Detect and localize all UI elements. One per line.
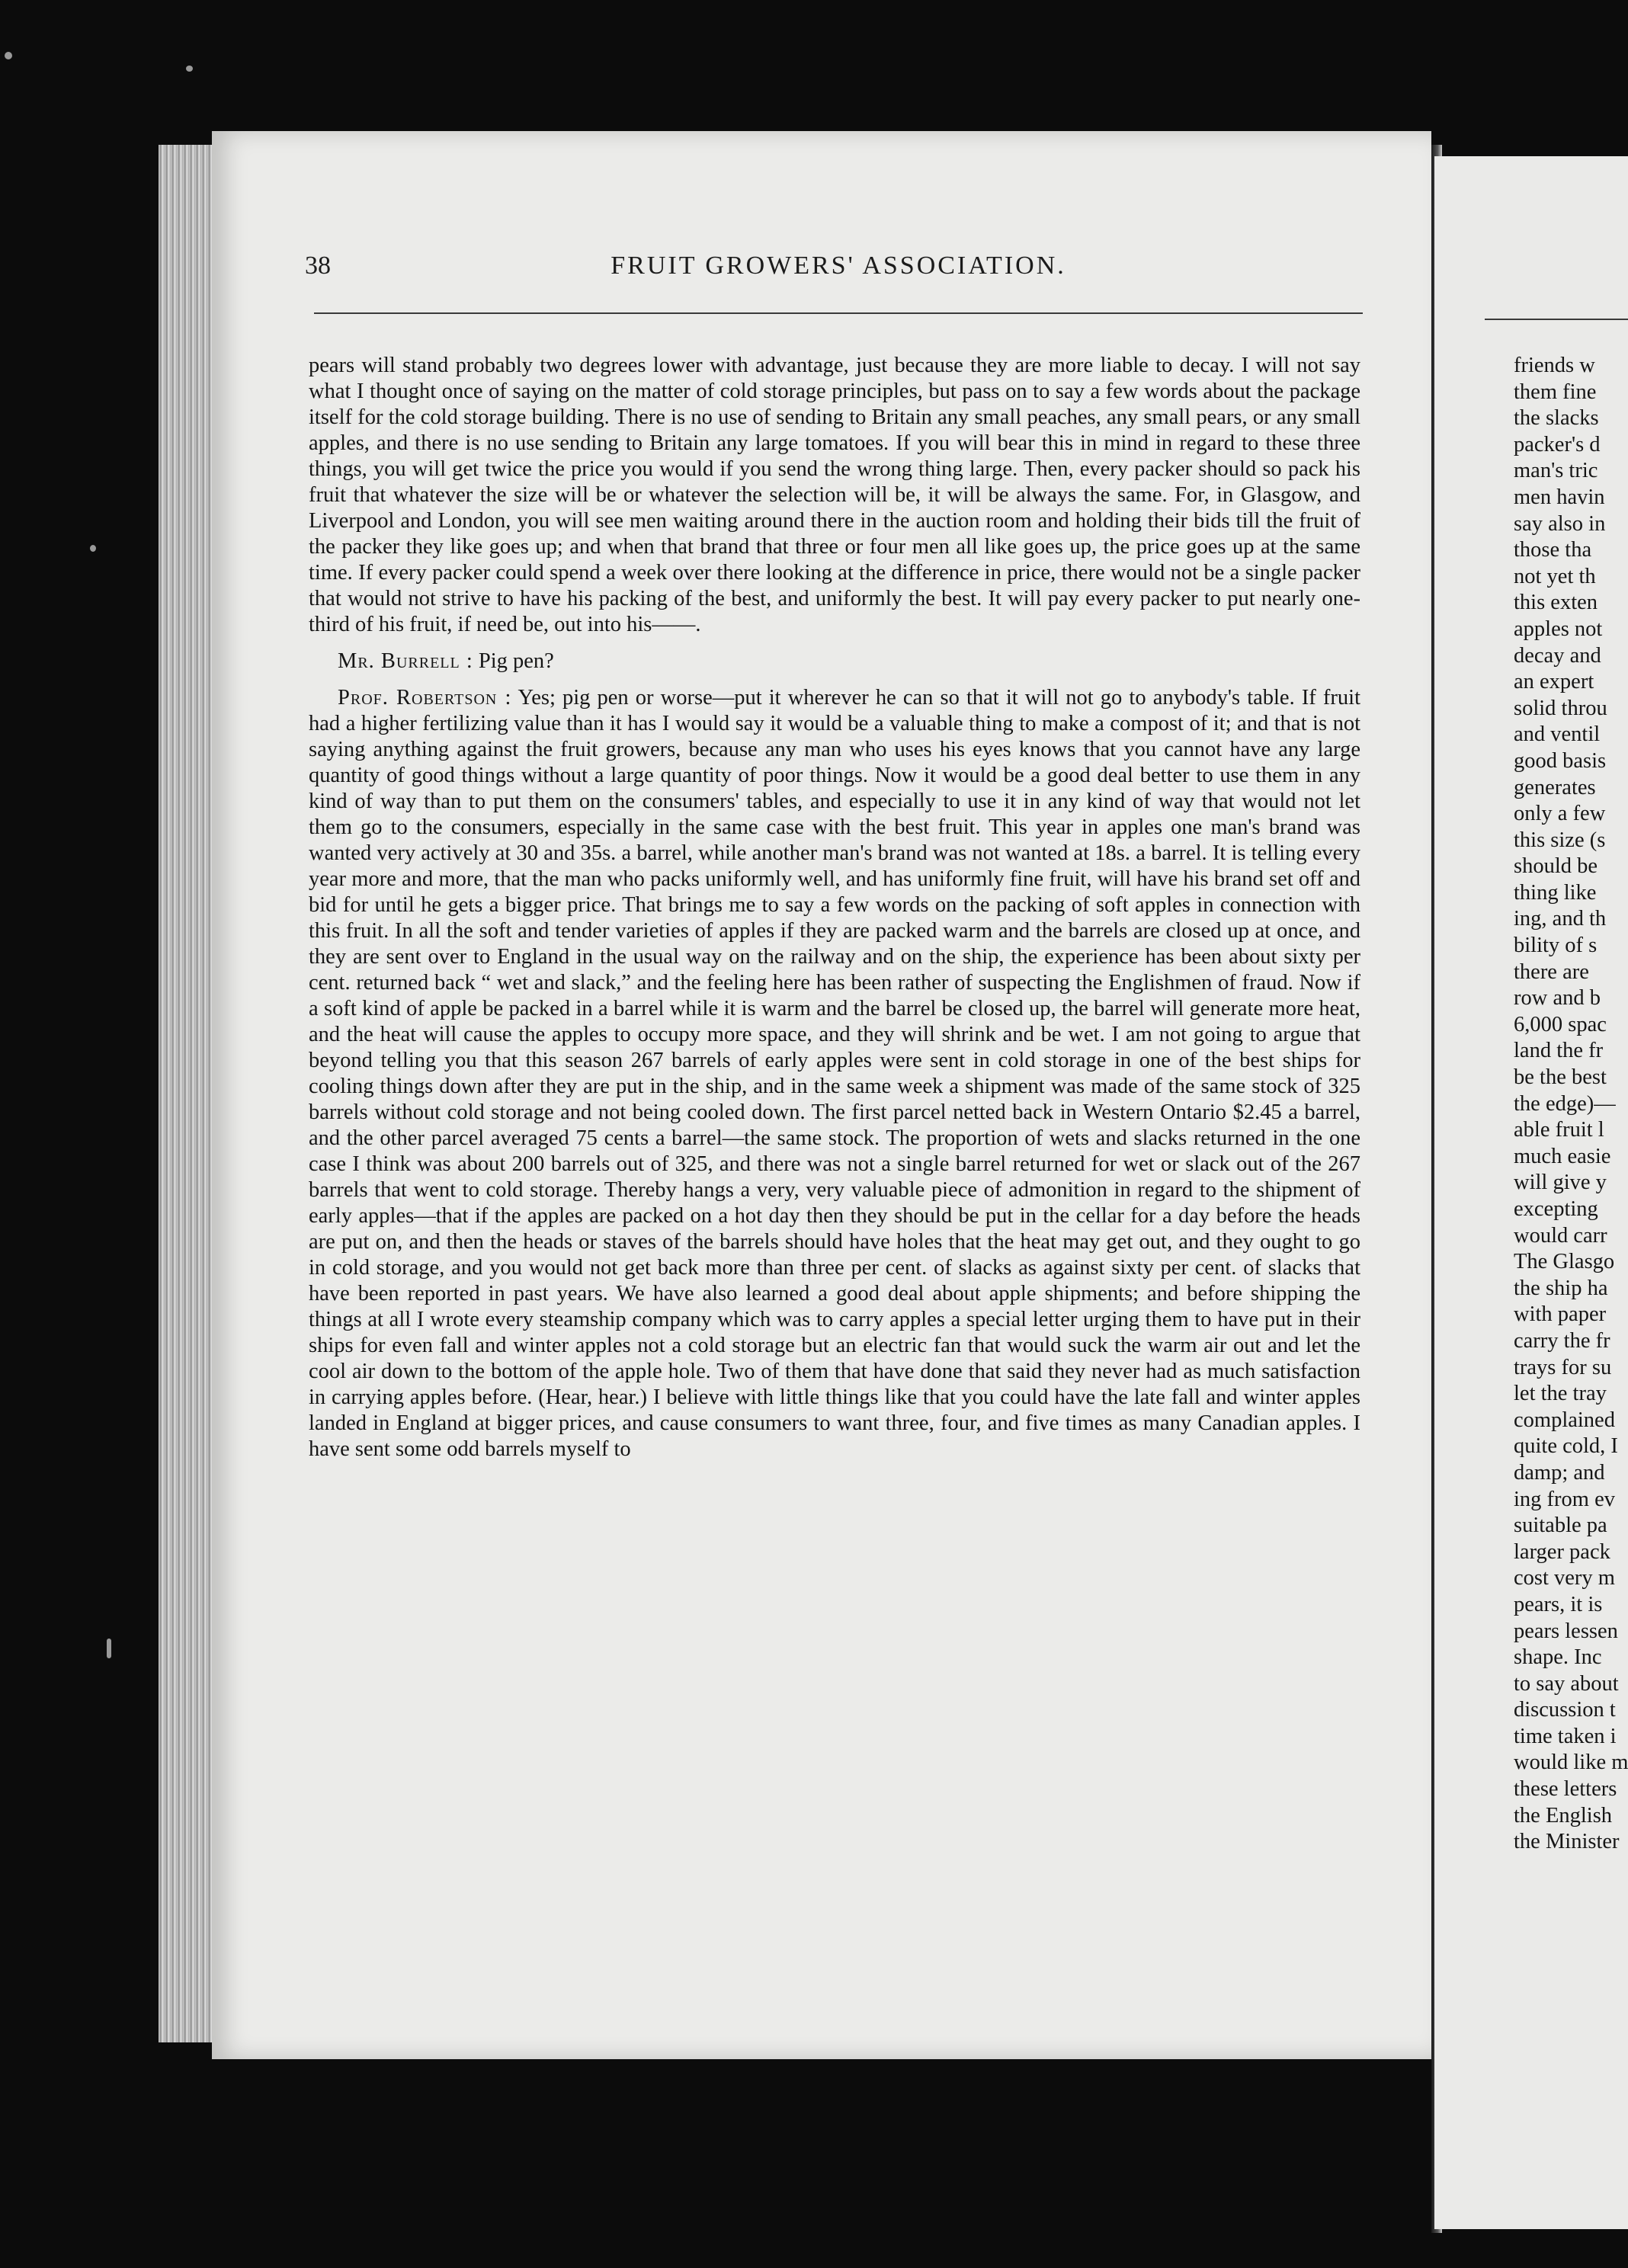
facing-line: thing like xyxy=(1514,880,1597,905)
speaker: Mr. Burrell : xyxy=(338,649,473,673)
facing-line: pears, it is xyxy=(1514,1592,1603,1616)
facing-line: shape. Inc xyxy=(1514,1645,1602,1670)
facing-line: apples not xyxy=(1514,617,1603,641)
paragraph-text: Yes; pig pen or worse—put it wherever he can so that it will not go to anybody's table. If fruit had a higher fertilizing value than it has I would say it would be a valuable thing to make a compost of it; and that is not saying anything against the fruit growers, because any man who uses his eyes knows that you cannot have any large quantity of good things without a large quantity of poor things. Now it would be a good deal better to use them in any kind of way than to put them on the consumers' tables, and especially to use it in any kind of way that would not let them go to the consumers, especially in the same case with the best fruit. This year in apples one man's brand was wanted very actively at 30 and 35s. a barrel, while another man's brand was not wanted at 18s. a barrel. It is telling every year more and more, that the man who packs uniformly well, and has uniformly fine fruit, will have his brand set off and bid for until he gets a bigger price. That brings me to say a few words on the packing of soft apples in connection with this fruit. In all the soft and tender varieties of apples if they are packed warm and the barrels are closed up at once, and they are sent over to England in the usual way on the railway and on the ship, the experience has been about sixty per cent. returned back “ wet and slack,” and the feeling here has been rather of suspecting the Englishmen of fraud. Now if a soft kind of apple be packed in a barrel while it is warm and the barrel be closed up, the barrel will generate more heat, and the heat will cause the apples to occupy more space, and they will shrink and be wet. I am not going to argue that beyond telling you that this season 267 barrels of early apples were sent in cold storage in one of the best ships for cooling things down after they are put in the ship, and in the same week a shipment was made of the same stock of 325 barrels without cold storage and not being cooled down. The first parcel netted back in Western Ontario $2.45 a barrel, and the other parcel averaged 75 cents a barrel—the same stock. The proportion of wets and slacks returned in the one case I think was about 200 barrels out of 325, and there was not a single barrel returned for wet or slack out of the 267 barrels that went to cold storage. Thereby hangs a very, very valuable piece of admonition in regard to the shipment of early apples—that if the apples are packed on a hot day then they should be put in the cellar for a day before the heads are put on, and then the heads or staves of the barrels should have holes that the heat may get out, and they ought to go in cold storage, and you would not get back more than three per cent. of slacks as against sixty per cent. of slacks that have been reported in past years. We have also learned a good deal about apple shipments; and before shipping the things at all I wrote every steamship company which was to carry apples a special letter urging them to have put in their ships for even fall and winter apples not a cold storage but an electric fan that would suck the warm air out and let the cool air down to the bottom of the apple hole. Two of them that have done that said they never had as much satisfaction in carrying apples before. (Hear, hear.) I believe with little things like that you could have the late fall and winter apples landed in England at bigger prices, and cause consumers to want three, four, and five times as many Canadian apples. I have sent some odd barrels myself to xyxy=(309,686,1360,1461)
body-text xyxy=(309,353,1360,1462)
facing-line: only a few xyxy=(1514,802,1606,826)
facing-page-text xyxy=(1514,353,1628,1856)
facing-line: solid throu xyxy=(1514,696,1607,720)
facing-line: let the tray xyxy=(1514,1382,1607,1406)
page-number: 38 xyxy=(305,251,331,280)
facing-line: larger pack xyxy=(1514,1539,1610,1564)
facing-line: bility of s xyxy=(1514,934,1598,958)
dust-speck xyxy=(5,52,12,59)
facing-line: ing, and th xyxy=(1514,907,1607,931)
facing-line: generates xyxy=(1514,775,1596,799)
facing-line: damp; and xyxy=(1514,1460,1605,1485)
facing-line: carry the fr xyxy=(1514,1328,1610,1353)
facing-line: the ship ha xyxy=(1514,1276,1608,1300)
facing-line: much easie xyxy=(1514,1144,1611,1168)
facing-line: quite cold, I xyxy=(1514,1434,1618,1459)
facing-line: row and b xyxy=(1514,986,1601,1011)
dust-speck xyxy=(90,545,96,552)
facing-line: them fine xyxy=(1514,380,1597,404)
paragraph xyxy=(309,685,1360,1462)
paragraph-text: Pig pen? xyxy=(478,649,554,673)
facing-line: would carr xyxy=(1514,1223,1607,1248)
facing-line: will give y xyxy=(1514,1171,1607,1195)
facing-line: discussion t xyxy=(1514,1698,1616,1722)
facing-header-rule xyxy=(1485,319,1628,320)
facing-line: and ventil xyxy=(1514,722,1601,747)
paragraph xyxy=(309,353,1360,638)
paragraph-text: pears will stand probably two degrees lower with advantage, just because they are more liable to decay. I will not say what I thought once of saying on the matter of cold storage principles, but pass on to say a few words about the package itself for the cold storage building. There is no use of sending to Britain any small peaches, any small pears, or any small apples, and there is no use sending to Britain any large tomatoes. If you will bear this in mind in regard to these three things, you will get twice the price you would if you send the wrong thing large. Then, every packer should so pack his fruit that whatever the size will be or whatever the selection will be, it will be always the same. For, in Glasgow, and Liverpool and London, you will see men waiting around there in the auction room and holding their bids till the fruit of the packer they like goes up; and when that brand that three or four men all like goes up, the price goes up at the same time. If every packer could spend a week over there looking at the difference in price, there would not be a single packer that would not strive to have his packing of the best, and uniformly the best. It will pay every packer to put nearly one-third of his fruit, if need be, out into his——. xyxy=(309,354,1360,636)
facing-line: the slacks xyxy=(1514,406,1599,431)
facing-line: trays for su xyxy=(1514,1355,1612,1379)
facing-line: those tha xyxy=(1514,538,1592,562)
facing-line: to say about xyxy=(1514,1671,1619,1696)
facing-line: packer's d xyxy=(1514,432,1601,456)
facing-line: complained xyxy=(1514,1408,1615,1432)
facing-line: with paper xyxy=(1514,1302,1607,1327)
speaker: Prof. Robertson : xyxy=(338,686,512,710)
facing-line: not yet th xyxy=(1514,564,1596,588)
facing-line: the English xyxy=(1514,1803,1613,1828)
page-stack-edge xyxy=(159,145,212,2042)
facing-line: time taken i xyxy=(1514,1724,1617,1748)
facing-line: the edge)— xyxy=(1514,1091,1616,1116)
facing-line: ing from ev xyxy=(1514,1487,1615,1511)
facing-line: suitable pa xyxy=(1514,1514,1607,1538)
facing-line: The Glasgo xyxy=(1514,1250,1615,1274)
facing-line: able fruit l xyxy=(1514,1118,1604,1142)
facing-line: the Minister xyxy=(1514,1830,1620,1854)
facing-line: would like m xyxy=(1514,1751,1628,1775)
facing-line: an expert xyxy=(1514,670,1594,694)
facing-line: pears lessen xyxy=(1514,1619,1618,1643)
running-head xyxy=(305,251,1372,290)
header-rule xyxy=(314,312,1363,314)
facing-line: these letters xyxy=(1514,1777,1617,1802)
facing-line: friends w xyxy=(1514,354,1595,377)
facing-line: 6,000 spac xyxy=(1514,1012,1607,1036)
facing-line: land the fr xyxy=(1514,1039,1604,1063)
facing-line: there are xyxy=(1514,959,1589,984)
facing-line: men havin xyxy=(1514,485,1605,509)
facing-line: be the best xyxy=(1514,1065,1607,1090)
facing-line: cost very m xyxy=(1514,1566,1615,1590)
facing-line: say also in xyxy=(1514,511,1606,536)
facing-line: this size (s xyxy=(1514,828,1606,852)
running-title: FRUIT GROWERS' ASSOCIATION. xyxy=(610,251,1066,280)
dust-speck xyxy=(107,1639,111,1658)
paragraph xyxy=(309,649,1360,674)
facing-line: man's tric xyxy=(1514,459,1598,483)
facing-line: this exten xyxy=(1514,591,1598,615)
dust-speck xyxy=(186,66,193,72)
facing-line: excepting xyxy=(1514,1197,1598,1221)
facing-line: decay and xyxy=(1514,643,1601,668)
facing-line: good basis xyxy=(1514,748,1607,773)
facing-line: should be xyxy=(1514,854,1598,879)
